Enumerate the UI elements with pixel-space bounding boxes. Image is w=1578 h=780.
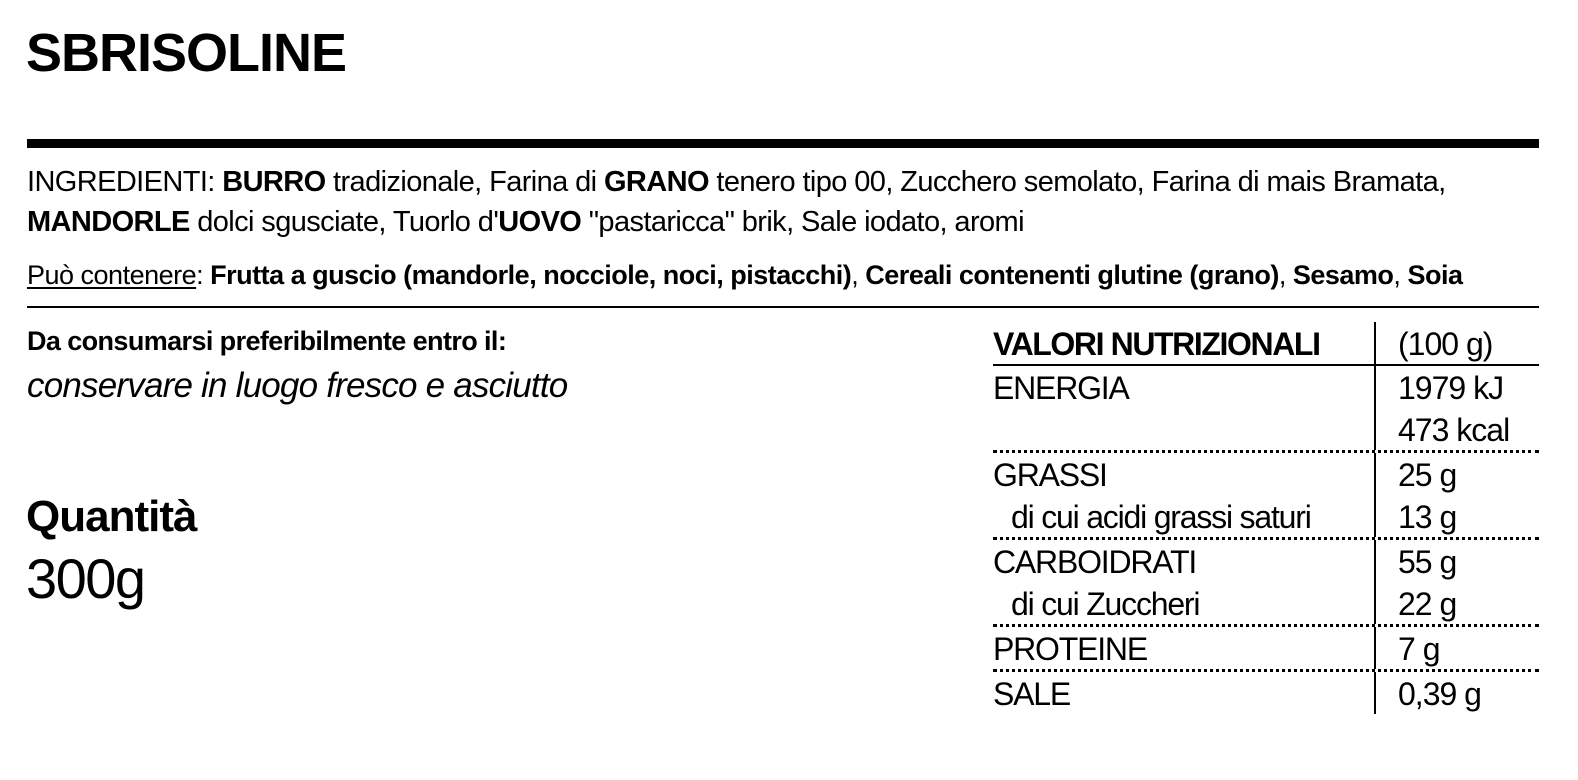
quantity-label: Quantità — [26, 492, 197, 541]
ingredient-item: UOVO "pastaricca" brik, Sale iodato, aromi — [498, 206, 1024, 238]
product-title: SBRISOLINE — [26, 23, 347, 83]
nutrient-label: ENERGIA — [993, 370, 1129, 406]
ingredients-label: INGREDIENTI: — [27, 166, 215, 198]
nutrition-row-carbs — [993, 540, 1539, 627]
ingredient-item: Zucchero semolato, Farina di mais Bramata, — [900, 166, 1446, 198]
allergen-trace-line: Può contenere: Frutta a guscio (mandorle, nocciole, noci, pistacchi), Cereali contenenti glutine (grano), Sesamo, Soia — [27, 260, 1463, 290]
nutrient-sub-value: 13 g — [1398, 499, 1457, 535]
nutrient-value: 1979 kJ — [1398, 370, 1504, 406]
nutrient-value: 25 g — [1398, 457, 1457, 493]
nutrition-header-unit: (100 g) — [1398, 326, 1493, 362]
thin-divider — [27, 306, 1539, 308]
nutrient-label: CARBOIDRATI — [993, 544, 1197, 580]
nutrition-header-row — [993, 322, 1539, 366]
nutrient-label: GRASSI — [993, 457, 1107, 493]
nutrition-row-salt — [993, 672, 1539, 714]
nutrient-value: 0,39 g — [1398, 676, 1481, 712]
allergen-item: Frutta a guscio (mandorle, nocciole, noci, pistacchi) — [210, 260, 852, 290]
nutrition-table — [993, 322, 1539, 714]
quantity-value: 300g — [26, 547, 145, 610]
allergen-item: Sesamo — [1292, 260, 1394, 290]
nutrition-row-fat — [993, 453, 1539, 540]
may-contain-label: Può contenere — [27, 260, 197, 290]
nutrition-header-label: VALORI NUTRIZIONALI — [993, 326, 1320, 362]
nutrient-value: 7 g — [1398, 631, 1440, 667]
nutrient-label: PROTEINE — [993, 631, 1147, 667]
ingredients-text — [27, 162, 1539, 242]
nutrient-value: 55 g — [1398, 544, 1457, 580]
storage-instructions: conservare in luogo fresco e asciutto — [27, 366, 568, 405]
ingredient-item: GRANO tenero tipo 00, — [603, 166, 901, 198]
nutrition-row-energy — [993, 366, 1539, 453]
nutrient-sub-label: di cui acidi grassi saturi — [1011, 499, 1311, 535]
nutrient-label: SALE — [993, 676, 1071, 712]
allergen-item: Cereali contenenti glutine (grano) — [865, 260, 1279, 290]
ingredient-item: Tuorlo d' — [392, 206, 499, 238]
allergen-item: Soia — [1407, 260, 1463, 290]
nutrient-sub-label: di cui Zuccheri — [1011, 586, 1200, 622]
ingredient-item: BURRO tradizionale, — [222, 166, 490, 198]
nutrient-sub-value: 22 g — [1398, 586, 1457, 622]
nutrition-row-protein — [993, 627, 1539, 672]
best-before-label: Da consumarsi preferibilmente entro il: — [27, 326, 507, 356]
ingredient-item: Farina di — [489, 166, 604, 198]
thick-divider — [27, 139, 1539, 148]
nutrient-value-secondary: 473 kcal — [1398, 412, 1510, 448]
ingredient-item: MANDORLE dolci sgusciate, — [27, 206, 393, 238]
